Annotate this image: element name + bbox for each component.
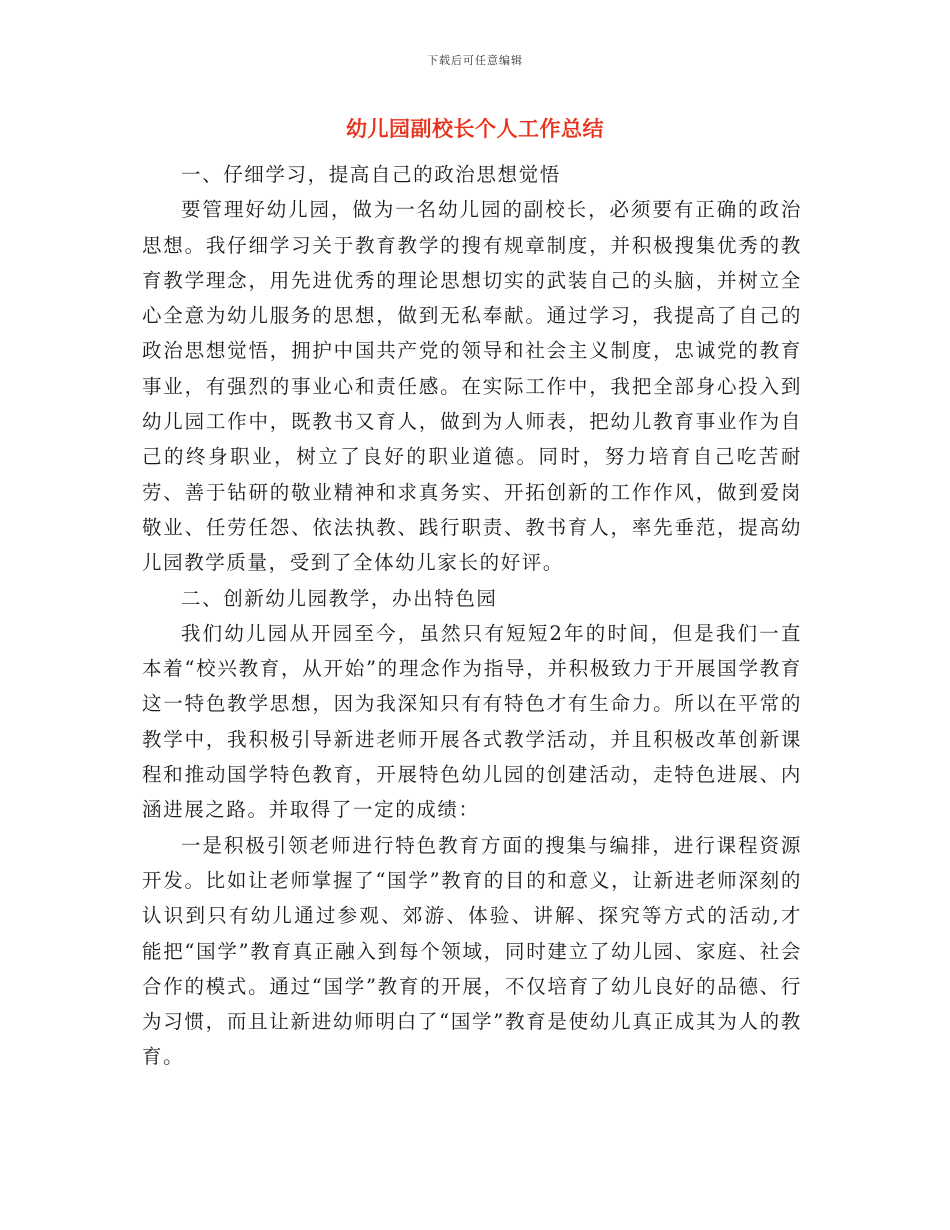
- body-paragraph-2: 我们幼儿园从开园至今，虽然只有短短2年的时间，但是我们一直本着“校兴教育，从开始”的理念作为指导，并积极致力于开展国学教育这一特色教学思想，因为我深知只有有特色才有生命力。所以在平常的教学中，我积极引导新进老师开展各式教学活动，并且积极改革创新课程和推动国学特色教育，开展特色幼儿园的创建活动，走特色进展、内涵进展之路。并取得了一定的成绩：: [142, 621, 802, 822]
- section-heading-2: 二、创新幼儿园教学，办出特色园: [181, 586, 498, 610]
- section-heading-1: 一、仔细学习，提高自己的政治思想觉悟: [181, 163, 561, 186]
- header-note: 下载后可任意编辑: [427, 54, 523, 67]
- document-body: [142, 157, 802, 1075]
- body-paragraph-3: 一是积极引领老师进行特色教育方面的搜集与编排，进行课程资源开发。比如让老师掌握了“国学”教育的目的和意义，让新进老师深刻的认识到只有幼儿通过参观、郊游、体验、讲解、探究等方式的活动,才能把“国学”教育真正融入到每个领域，同时建立了幼儿园、家庭、社会合作的模式。通过“国学”教育的开展，不仅培育了幼儿良好的品德、行为习惯，而且让新进幼师明白了“国学”教育是使幼儿真正成其为人的教育。: [142, 833, 802, 1069]
- body-paragraph-1: 要管理好幼儿园，做为一名幼儿园的副校长，必须要有正确的政治思想。我仔细学习关于教育教学的搜有规章制度，并积极搜集优秀的教育教学理念，用先进优秀的理论思想切实的武装自己的头脑，并树立全心全意为幼儿服务的思想，做到无私奉献。通过学习，我提高了自己的政治思想觉悟，拥护中国共产党的领导和社会主义制度，忠诚党的教育事业，有强烈的事业心和责任感。在实际工作中，我把全部身心投入到幼儿园工作中，既教书又育人，做到为人师表，把幼儿教育事业作为自己的终身职业，树立了良好的职业道德。同时，努力培育自己吃苦耐劳、善于钻研的敬业精神和求真务实、开拓创新的工作作风，做到爱岗敬业、任劳任怨、依法执教、践行职责、教书育人，率先垂范，提高幼儿园教学质量，受到了全体幼儿家长的好评。: [142, 198, 802, 575]
- document-title: 幼儿园副校长个人工作总结: [346, 117, 604, 141]
